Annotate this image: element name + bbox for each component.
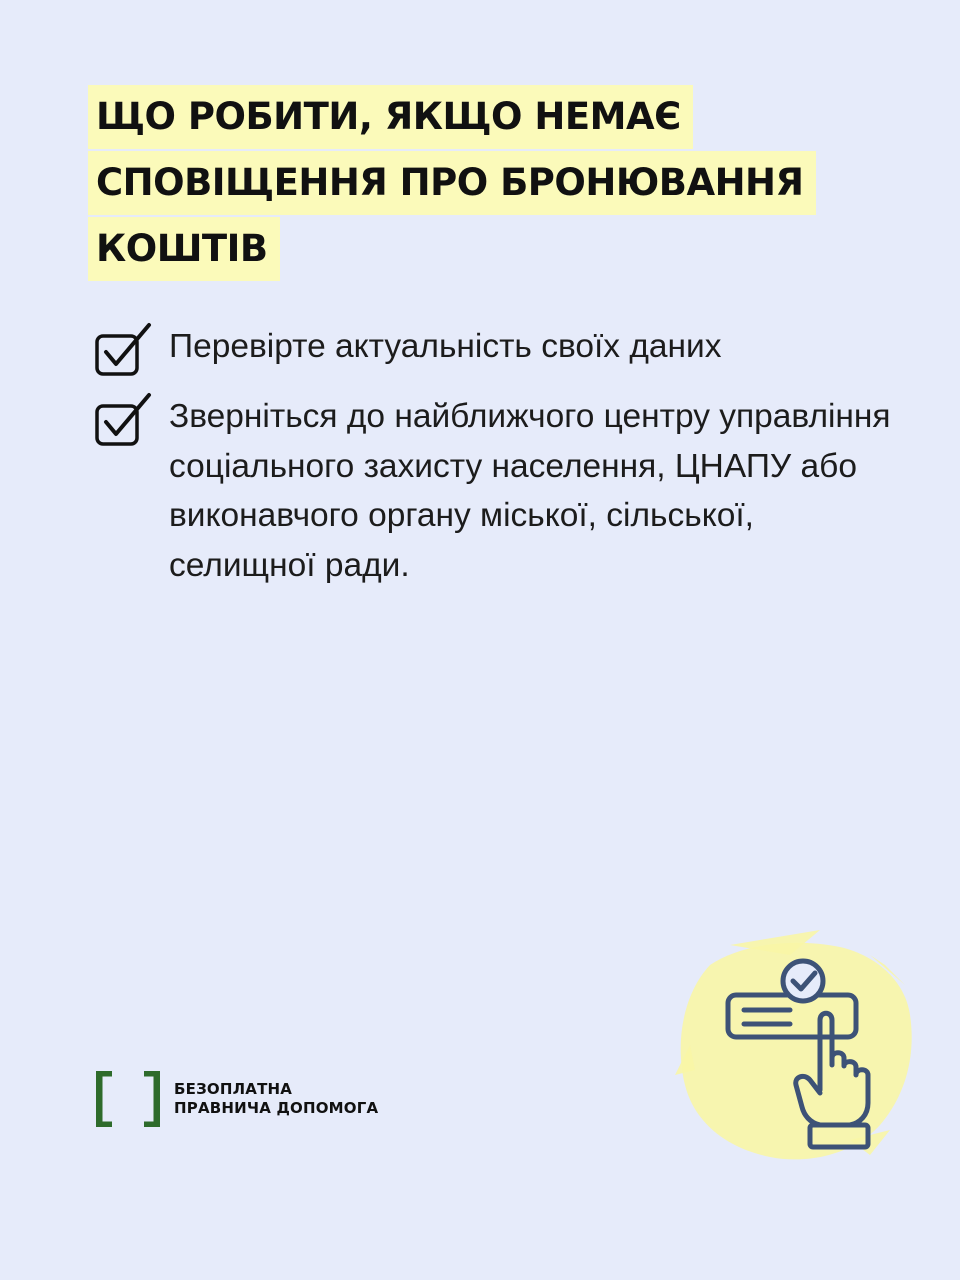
list-item-text: Зверніться до найближчого центру управління соціального захисту населення, ЦНАПУ або виконавчого органу міської, сільської, селищної ради. — [169, 398, 891, 584]
bracket-logo-icon — [96, 1071, 160, 1127]
brand-name-line-1: БЕЗОПЛАТНА — [174, 1080, 293, 1098]
list-item-text: Перевірте актуальність своїх даних — [169, 328, 722, 365]
hand-tap-approval-icon — [670, 925, 920, 1165]
title-line-1: ЩО РОБИТИ, ЯКЩО НЕМАЄ — [88, 85, 693, 149]
list-item — [95, 322, 915, 378]
checklist — [95, 322, 915, 604]
title-line-2: СПОВІЩЕННЯ ПРО БРОНЮВАННЯ — [88, 151, 816, 215]
title-line-3: КОШТІВ — [88, 217, 280, 281]
brand-name — [174, 1080, 378, 1118]
page-title — [88, 85, 816, 283]
brand-name-line-2: ПРАВНИЧА ДОПОМОГА — [174, 1099, 379, 1117]
checkbox-checked-icon — [95, 322, 153, 378]
checkbox-checked-icon — [95, 392, 153, 448]
list-item — [95, 392, 915, 590]
brand-logo — [96, 1071, 378, 1127]
